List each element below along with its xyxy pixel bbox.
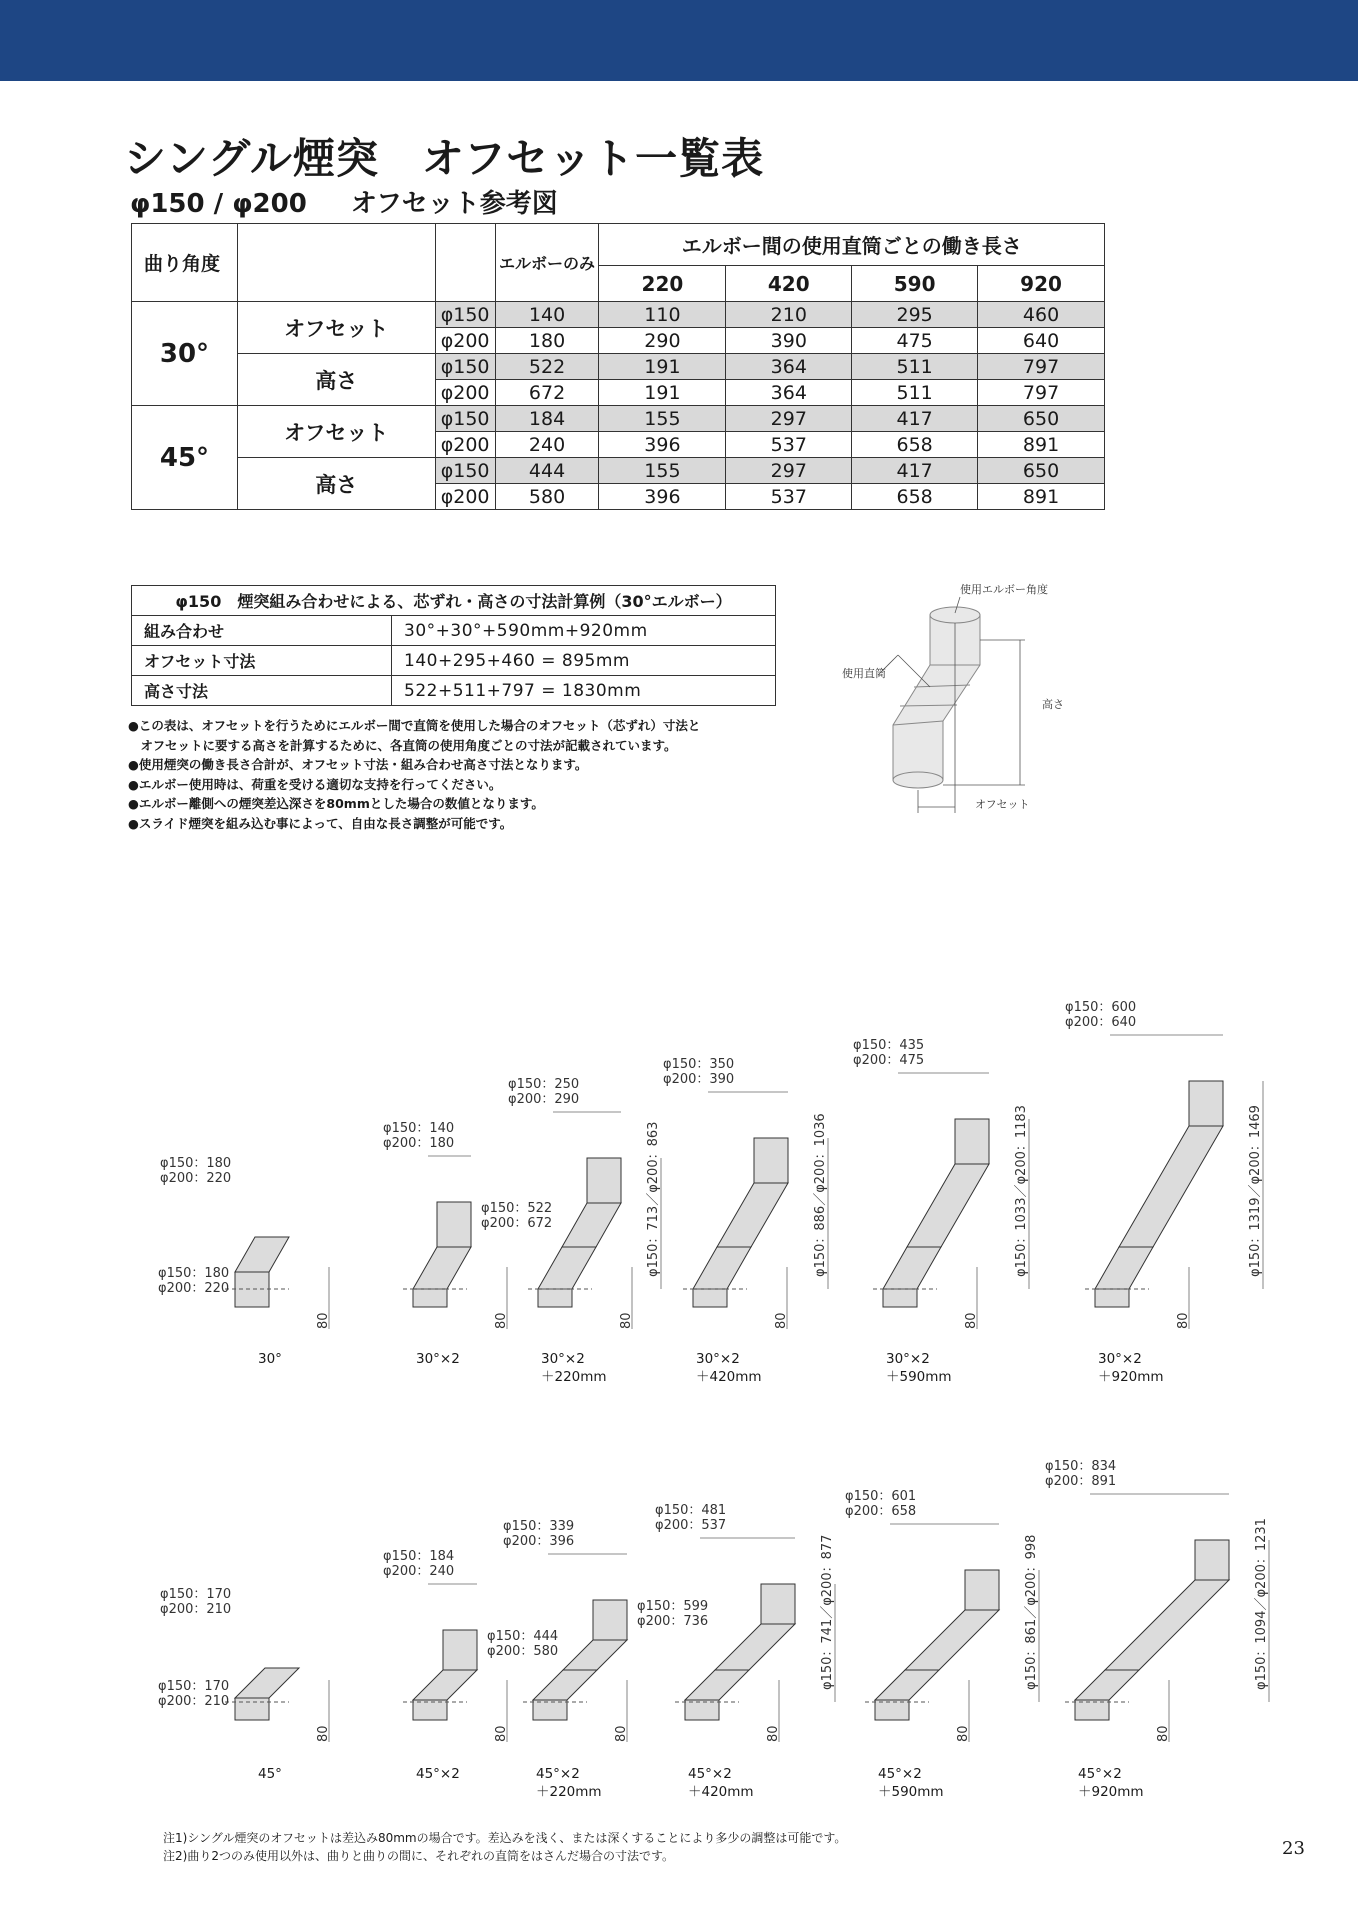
pipe-segment [235,1668,299,1698]
offset-label-200: φ200：640 [1065,1015,1137,1030]
height-label: φ150：861／φ200：998 [1024,1534,1039,1690]
footnotes [163,1829,846,1865]
height-label: φ150：1094／φ200：1231 [1254,1518,1269,1690]
calc-label: オフセット寸法 [132,646,392,676]
page-number: 23 [1282,1838,1305,1859]
subtitle-ref: オフセット参考図 [350,189,558,219]
diagram-caption: 45°×2 [688,1766,732,1782]
offset-label-150: φ150：481 [655,1503,727,1518]
diameter-cell: φ150 [435,406,495,432]
value-cell: 650 [978,458,1105,484]
left-label-200: φ200：220 [158,1281,230,1296]
calc-label: 組み合わせ [132,616,392,646]
pipe-segment [538,1289,572,1307]
diagram-caption: ＋590mm [878,1784,944,1800]
pipe-segment [413,1289,447,1307]
value-cell: 580 [495,484,599,510]
offset-label-150: φ150：350 [663,1057,735,1072]
value-cell: 396 [599,484,726,510]
value-cell: 390 [726,328,852,354]
value-cell: 658 [852,432,978,458]
kind-cell: 高さ [237,354,435,406]
offset-label-200: φ200：537 [655,1518,727,1533]
pipe-segment [593,1600,627,1640]
offset-label-150: φ150：184 [383,1549,455,1564]
diagram-caption: ＋420mm [696,1369,762,1385]
offset-label-200: φ200：390 [663,1072,735,1087]
value-cell: 396 [599,432,726,458]
calc-value: 140+295+460 = 895mm [392,646,776,676]
pipe-segment [1119,1126,1223,1247]
height-label-200: φ200：580 [487,1644,559,1659]
value-cell: 511 [852,354,978,380]
value-cell: 155 [599,406,726,432]
offset-label-150: φ150：601 [845,1489,917,1504]
note-line: オフセットに要する高さを計算するために、各直筒の使用角度ごとの寸法が記載されています。 [128,737,677,753]
value-cell: 295 [852,302,978,328]
offset-label-150: φ150：140 [383,1121,455,1136]
diameter-cell: φ150 [435,458,495,484]
insert-depth-label: 80 [964,1312,979,1329]
value-cell: 797 [978,354,1105,380]
note-line: ●この表は、オフセットを行うためにエルボー間で直筒を使用した場合のオフセット（芯ずれ）寸法と [128,718,701,733]
value-cell: 511 [852,380,978,406]
value-cell: 184 [495,406,599,432]
diagram-caption: ＋920mm [1098,1369,1164,1385]
pipe-segment [413,1700,447,1720]
pipe-segment [905,1610,999,1670]
diagram-caption: 30°×2 [1098,1351,1142,1367]
insert-depth-label: 80 [1176,1312,1191,1329]
offset-label-200: φ200：475 [853,1053,925,1068]
offset-label-200: φ200：210 [160,1602,232,1617]
value-cell: 140 [495,302,599,328]
diagram-caption: 45° [258,1766,282,1782]
offset-label-200: φ200：891 [1045,1474,1117,1489]
offset-label-150: φ150：170 [160,1587,232,1602]
subtitle-diameters: φ150 / φ200 [130,189,307,219]
diameter-cell: φ200 [435,328,495,354]
value-cell: 180 [495,328,599,354]
value-cell: 797 [978,380,1105,406]
note-line: ●エルボー離側への煙突差込深さを80mmとした場合の数値となります。 [128,796,544,811]
footnote: 注2)曲り2つのみ使用以外は、曲りと曲りの間に、それぞれの直筒をはさんだ場合の寸法です。 [163,1849,674,1863]
pipe-segment [1195,1540,1229,1580]
pipe-segment [413,1670,477,1700]
value-cell: 191 [599,380,726,406]
pipe-segment [443,1630,477,1670]
calc-label: 高さ寸法 [132,676,392,706]
pipe-segment [907,1164,989,1247]
pipe-segment [715,1624,795,1670]
offset-label-200: φ200：658 [845,1504,917,1519]
value-cell: 640 [978,328,1105,354]
pipe-segment [693,1247,751,1289]
pipe-segment [965,1570,999,1610]
height-label: φ150：741／φ200：877 [820,1534,835,1690]
pipe-segment [533,1700,567,1720]
value-cell: 650 [978,406,1105,432]
insert-depth-label: 80 [494,1725,509,1742]
pipe-segment [235,1698,269,1720]
diameter-cell: φ200 [435,432,495,458]
value-cell: 444 [495,458,599,484]
insert-depth-label: 80 [316,1725,331,1742]
value-cell: 297 [726,406,852,432]
ref-height-label: 高さ [1042,698,1064,711]
value-cell: 475 [852,328,978,354]
diameter-cell: φ150 [435,302,495,328]
value-cell: 537 [726,432,852,458]
note-line: ●スライド煙突を組み込む事によって、自由な長さ調整が可能です。 [128,815,513,831]
offset-label-150: φ150：180 [160,1156,232,1171]
pipe-segment [1105,1580,1229,1670]
value-cell: 460 [978,302,1105,328]
diagram-caption: ＋590mm [886,1369,952,1385]
diameter-cell: φ150 [435,354,495,380]
insert-depth-label: 80 [494,1312,509,1329]
note-line: ●使用煙突の働き長さ合計が、オフセット寸法・組み合わせ高さ寸法となります。 [128,757,588,772]
offset-label-150: φ150：435 [853,1038,925,1053]
value-cell: 891 [978,432,1105,458]
pipe-segment [955,1119,989,1164]
height-label: φ150：1033／φ200：1183 [1014,1105,1029,1277]
diagram-caption: 30°×2 [416,1351,460,1367]
pipe-segment [685,1670,749,1700]
diagram-caption: 30°×2 [886,1351,930,1367]
diagram-caption: 45°×2 [1078,1766,1122,1782]
height-label: φ150：1319／φ200：1469 [1248,1105,1263,1277]
value-cell: 537 [726,484,852,510]
pipe-segment [1095,1289,1129,1307]
diagram-caption: 45°×2 [416,1766,460,1782]
angle-cell: 30° [132,302,238,406]
pipe-segment [883,1289,917,1307]
footnote: 注1)シングル煙突のオフセットは差込み80mmの場合です。差込みを浅く、または深くすることにより多少の調整は可能です。 [163,1831,847,1845]
offset-label-150: φ150：834 [1045,1459,1117,1474]
offset-label-200: φ200：290 [508,1092,580,1107]
pipe-segment [754,1138,788,1183]
left-label-150: φ150：170 [158,1679,230,1694]
value-cell: 364 [726,354,852,380]
diagram-caption: 30° [258,1351,282,1367]
calc-caption: φ150 煙突組み合わせによる、芯ずれ・高さの寸法計算例（30°エルボー） [132,586,776,616]
height-label-200: φ200：672 [481,1216,553,1231]
value-cell: 417 [852,406,978,432]
length-header: 590 [852,266,978,302]
offset-label-150: φ150：250 [508,1077,580,1092]
pipe-segment [875,1670,939,1700]
kind-cell: 高さ [237,458,435,510]
col-group-header: エルボー間の使用直筒ごとの働き長さ [599,224,1105,266]
pipe-segment [563,1640,627,1670]
offset-label-150: φ150：339 [503,1519,575,1534]
height-label-150: φ150：522 [481,1201,553,1216]
value-cell: 110 [599,302,726,328]
diagram-caption: 30°×2 [696,1351,740,1367]
diameter-cell: φ200 [435,484,495,510]
height-label-150: φ150：444 [487,1629,559,1644]
insert-depth-label: 80 [316,1312,331,1329]
pipe-segment [235,1237,289,1272]
page-title: シングル煙突 オフセット一覧表 [124,134,765,183]
diagram-caption: ＋920mm [1078,1784,1144,1800]
value-cell: 417 [852,458,978,484]
insert-depth-label: 80 [1156,1725,1171,1742]
pipe-segment [413,1247,471,1289]
pipe-segment [685,1700,719,1720]
height-label: φ150：886／φ200：1036 [813,1113,828,1277]
pipe-segment [538,1247,596,1289]
value-cell: 658 [852,484,978,510]
calc-value: 30°+30°+590mm+920mm [392,616,776,646]
diagram-caption: ＋420mm [688,1784,754,1800]
kind-cell: オフセット [237,302,435,354]
value-cell: 891 [978,484,1105,510]
pipe-segment [437,1202,471,1247]
pipe-segment [761,1584,795,1624]
diameter-cell: φ200 [435,380,495,406]
length-header: 420 [726,266,852,302]
diagram-caption: 45°×2 [536,1766,580,1782]
pipe-segment [883,1247,941,1289]
pipe-segment [1189,1081,1223,1126]
ref-pipe-label: 使用直筒 [842,667,886,680]
offset-label-150: φ150：600 [1065,1000,1137,1015]
pipe-segment [587,1158,621,1203]
angle-cell: 45° [132,406,238,510]
value-cell: 297 [726,458,852,484]
height-label-150: φ150：599 [637,1599,709,1614]
left-label-200: φ200：210 [158,1694,230,1709]
note-line: ●エルボー使用時は、荷重を受ける適切な支持を行ってください。 [128,776,502,792]
offset-label-200: φ200：240 [383,1564,455,1579]
value-cell: 364 [726,380,852,406]
diagram-caption: 30°×2 [541,1351,585,1367]
offset-label-200: φ200：396 [503,1534,575,1549]
diagram-caption: ＋220mm [541,1369,607,1385]
pipe-segment [1075,1700,1109,1720]
col-angle-header: 曲り角度 [132,224,238,302]
left-label-150: φ150：180 [158,1266,230,1281]
offset-label-200: φ200：220 [160,1171,232,1186]
value-cell: 191 [599,354,726,380]
height-label: φ150：713／φ200：863 [646,1121,661,1277]
value-cell: 210 [726,302,852,328]
height-label-200: φ200：736 [637,1614,709,1629]
length-header: 220 [599,266,726,302]
insert-depth-label: 80 [619,1312,634,1329]
insert-depth-label: 80 [774,1312,789,1329]
pipe-segment [693,1289,727,1307]
kind-cell: オフセット [237,406,435,458]
diagram-caption: 45°×2 [878,1766,922,1782]
ref-offset-label: オフセット [975,798,1030,811]
pipe-segment [717,1183,788,1247]
col-elbow-header: エルボーのみ [495,224,599,302]
pipe-segment [1095,1247,1153,1289]
value-cell: 522 [495,354,599,380]
diagram-caption: ＋220mm [536,1784,602,1800]
calc-value: 522+511+797 = 1830mm [392,676,776,706]
value-cell: 155 [599,458,726,484]
insert-depth-label: 80 [956,1725,971,1742]
ref-angle-label: 使用エルボー角度 [960,583,1048,596]
pipe-segment [562,1203,621,1247]
value-cell: 290 [599,328,726,354]
pipe-segment [875,1700,909,1720]
pipe-segment [533,1670,597,1700]
pipe-segment [1075,1670,1139,1700]
insert-depth-label: 80 [766,1725,781,1742]
length-header: 920 [978,266,1105,302]
insert-depth-label: 80 [614,1725,629,1742]
value-cell: 240 [495,432,599,458]
offset-label-200: φ200：180 [383,1136,455,1151]
value-cell: 672 [495,380,599,406]
